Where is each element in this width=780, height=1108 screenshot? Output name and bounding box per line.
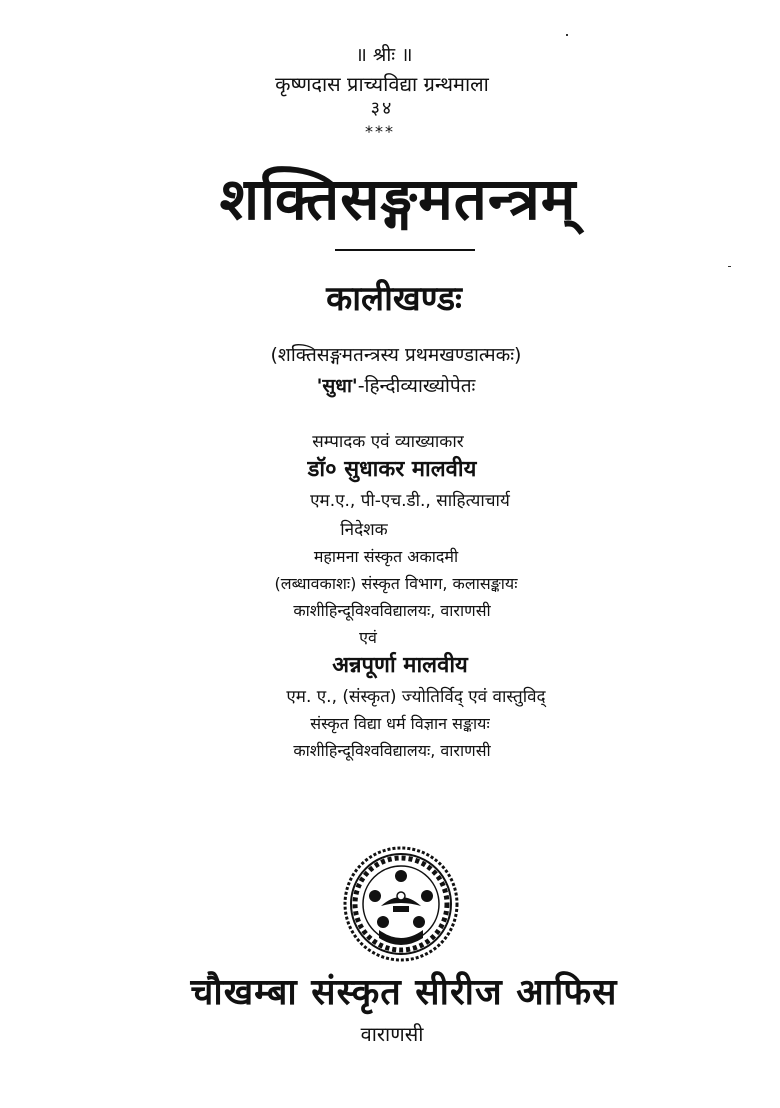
editor2-name: अन्नपूर्णा मालवीय xyxy=(332,653,468,678)
invocation: ॥ श्रीः ॥ xyxy=(355,44,413,66)
print-speck xyxy=(566,34,568,36)
commentary-name: 'सुधा' xyxy=(316,375,358,397)
commentary-rest: -हिन्दीव्याख्योपेतः xyxy=(357,375,476,397)
editor1-university: काशीहिन्दूविश्वविद्यालयः, वाराणसी xyxy=(293,601,491,620)
editor1-organization: महामना संस्कृत अकादमी xyxy=(313,547,459,566)
editor1-position: निदेशक xyxy=(340,520,388,540)
book-subtitle: कालीखण्डः xyxy=(326,279,462,319)
print-speck xyxy=(728,266,731,267)
editor2-organization: संस्कृत विद्या धर्म विज्ञान सङ्कायः xyxy=(310,714,490,733)
editor1-name: डॉ० सुधाकर मालवीय xyxy=(307,457,477,482)
commentary-line xyxy=(6,377,780,396)
editor1-department: (लब्धावकाशः) संस्कृत विभाग, कलासङ्कायः xyxy=(274,574,518,593)
editors-conjunction: एवं xyxy=(359,628,377,647)
publisher-city: वाराणसी xyxy=(360,1022,424,1046)
series-number: ३४ xyxy=(370,98,394,119)
publisher-seal-icon xyxy=(343,846,459,962)
book-title: शक्तिसङ्गमतन्त्रम् xyxy=(219,165,577,233)
editor-role: सम्पादक एवं व्याख्याकार xyxy=(312,432,464,452)
editor1-qualifications: एम.ए., पी-एच.डी., साहित्याचार्य xyxy=(310,491,510,511)
publisher-name: चौखम्बा संस्कृत सीरीज आफिस xyxy=(190,972,618,1013)
parenthetical-description: (शक्तिसङ्गमतन्त्रस्य प्रथमखण्डात्मकः) xyxy=(270,344,522,366)
series-name: कृष्णदास प्राच्यविद्या ग्रन्थमाला xyxy=(275,72,489,96)
ornament-stars: *** xyxy=(365,122,395,141)
title-divider xyxy=(335,249,475,251)
editor2-university: काशीहिन्दूविश्वविद्यालयः, वाराणसी xyxy=(293,741,491,760)
editor2-qualifications: एम. ए., (संस्कृत) ज्योतिर्विद् एवं वास्तुविद् xyxy=(286,687,546,707)
